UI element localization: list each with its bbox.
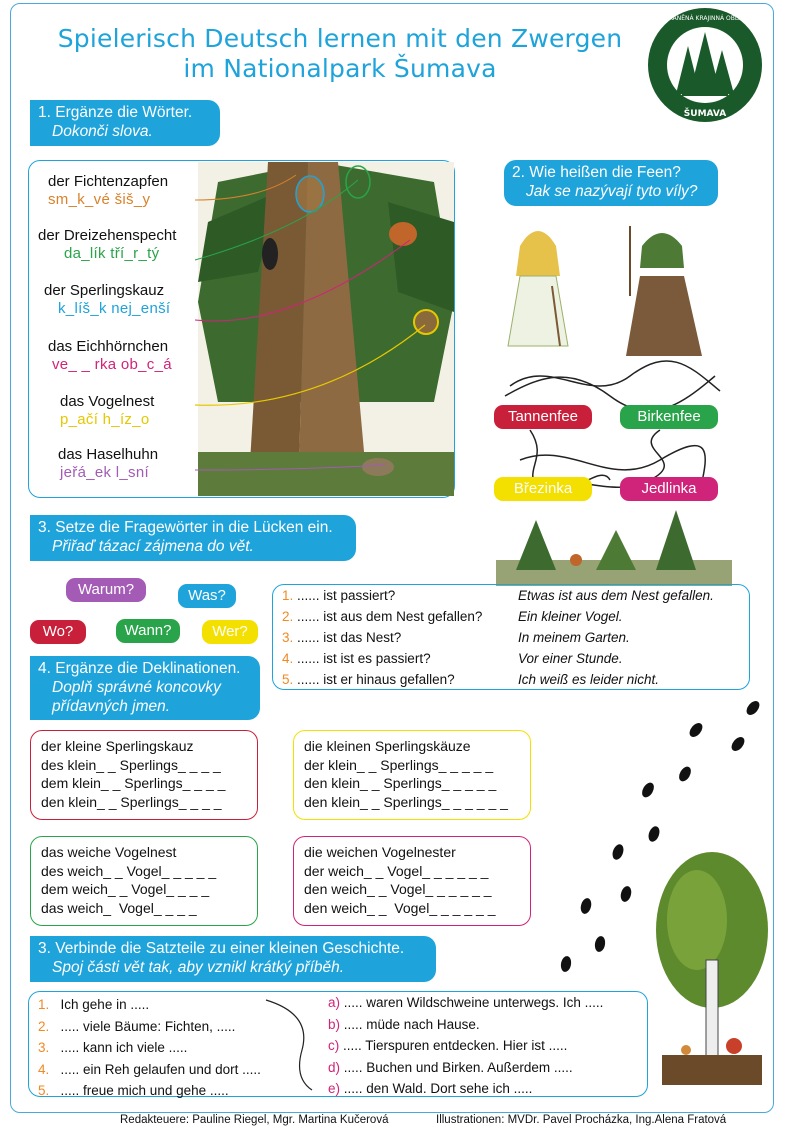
sentence-start[interactable] (38, 1037, 187, 1059)
sentence-end[interactable] (328, 1057, 573, 1079)
svg-text:ŠUMAVA: ŠUMAVA (683, 109, 727, 119)
word-de: das Eichhörnchen (48, 338, 169, 355)
word-item-dreizehenspecht (38, 227, 176, 263)
declension-gap-line[interactable]: des weich_ _ Vogel_ _ _ _ _ (41, 862, 217, 879)
sentence-connector-curve (262, 994, 322, 1094)
title-line-2: im Nationalpark Šumava (183, 54, 497, 83)
word-cz-gap[interactable]: sm_k_vé šiš_y (48, 191, 151, 208)
word-item-sperlingskauz (44, 282, 170, 318)
declension-gap-line[interactable]: der weich_ _ Vogel_ _ _ _ _ _ (304, 862, 489, 879)
declension-gap-line[interactable]: den klein_ _ Sperlings_ _ _ _ _ _ (304, 793, 508, 810)
sentence-start[interactable] (38, 1059, 261, 1081)
forest-floor-illustration (496, 510, 732, 586)
declension-gap-line[interactable]: den weich_ _ Vogel_ _ _ _ _ _ (304, 899, 496, 916)
declension-line: der kleine Sperlingskauz (41, 738, 194, 754)
question-row (282, 669, 742, 690)
task5-heading-cz: Spoj části vět tak, aby vznikl krátký příběh. (52, 959, 345, 976)
question-row (282, 627, 742, 648)
declension-gap-line[interactable]: des klein_ _ Sperlings_ _ _ _ (41, 756, 221, 773)
sentence-end[interactable] (328, 992, 603, 1014)
word-item-fichtenzapfen (48, 173, 168, 209)
sentence-text: Ich gehe in ..... (60, 997, 150, 1012)
word-de: der Fichtenzapfen (48, 173, 169, 190)
word-cz-gap[interactable]: p_ačí h_íz_o (60, 411, 150, 428)
declension-gap-line[interactable]: dem klein_ _ Sperlings_ _ _ _ (41, 775, 226, 791)
task1-heading-de: 1. Ergänze die Wörter. (38, 104, 193, 121)
task3a-heading (30, 515, 356, 561)
word-de: der Sperlingskauz (44, 282, 165, 299)
sentence-letter: c) (328, 1038, 340, 1053)
declension-box-sperlingskauz-plural (293, 730, 531, 820)
question-text[interactable]: ...... ist das Nest? (297, 630, 402, 645)
question-word-wo[interactable]: Wo? (30, 620, 86, 644)
declension-gap-line[interactable]: der klein_ _ Sperlings_ _ _ _ _ (304, 756, 494, 773)
sentence-start[interactable] (38, 994, 149, 1016)
sentence-number: 5. (38, 1083, 50, 1098)
sentence-text: ..... kann ich viele ..... (60, 1040, 188, 1055)
word-cz-gap[interactable]: jeřá_ek l_sní (60, 464, 149, 481)
declension-gap-line[interactable]: dem weich_ _ Vogel_ _ _ _ (41, 881, 210, 897)
task4-heading-de: 4. Ergänze die Deklinationen. (38, 660, 241, 677)
word-item-vogelnest (60, 393, 154, 429)
word-cz-gap[interactable]: da_lík tří_r_tý (64, 245, 160, 262)
answer-text: Vor einer Stunde. (518, 651, 623, 666)
sentence-number: 4. (38, 1061, 50, 1077)
question-number: 2. (282, 609, 294, 624)
question-number: 3. (282, 630, 294, 645)
question-word-warum[interactable]: Warum? (66, 578, 146, 602)
declension-gap-line[interactable]: den weich_ _ Vogel_ _ _ _ _ _ (304, 881, 492, 897)
task2-heading-de: 2. Wie heißen die Feen? (512, 164, 681, 181)
declension-gap-line[interactable]: den klein_ _ Sperlings_ _ _ _ (41, 793, 222, 810)
question-text[interactable]: ...... ist ist es passiert? (297, 651, 431, 666)
word-de: das Haselhuhn (58, 446, 159, 463)
question-word-wann[interactable]: Wann? (116, 619, 180, 643)
declension-box-sperlingskauz-singular (30, 730, 258, 820)
sentence-text: ..... viele Bäume: Fichten, ..... (60, 1018, 236, 1034)
title-line-1: Spielerisch Deutsch lernen mit den Zwergen (57, 24, 623, 53)
fairy-name-jedlinka[interactable]: Jedlinka (620, 477, 718, 501)
word-item-haselhuhn (58, 446, 158, 482)
sentence-start[interactable] (38, 1080, 229, 1102)
sentence-number: 1. (38, 997, 50, 1012)
question-word-wer[interactable]: Wer? (202, 620, 258, 644)
fairy-name-brezinka[interactable]: Březinka (494, 477, 592, 501)
fairy-name-birkenfee[interactable]: Birkenfee (620, 405, 718, 429)
fairies-illustration (490, 216, 730, 406)
question-text[interactable]: ...... ist er hinaus gefallen? (297, 672, 455, 687)
question-row (282, 648, 742, 669)
sentence-letter: a) (328, 995, 341, 1010)
word-de: das Vogelnest (60, 393, 155, 410)
sentence-text: ..... ein Reh gelaufen und dort ..... (60, 1061, 261, 1077)
task1-heading-cz: Dokonči slova. (52, 123, 153, 140)
question-row (282, 606, 742, 627)
question-number: 4. (282, 651, 294, 666)
declension-line: die weichen Vogelnester (304, 844, 456, 860)
sentence-letter: b) (328, 1016, 341, 1032)
question-number: 1. (282, 588, 294, 603)
declension-line: das weiche Vogelnest (41, 844, 177, 860)
question-text[interactable]: ...... ist aus dem Nest gefallen? (297, 609, 483, 624)
sentence-end[interactable] (328, 1014, 480, 1036)
word-cz-gap[interactable]: k_líš_k nej_enší (58, 300, 171, 317)
task3a-heading-de: 3. Setze die Fragewörter in die Lücken ein. (38, 519, 333, 536)
declension-gap-line[interactable]: das weich_ Vogel_ _ _ _ (41, 899, 197, 916)
sentence-text: ..... Buchen und Birken. Außerdem ..... (343, 1059, 573, 1075)
sentence-letter: e) (328, 1081, 341, 1096)
declension-gap-line[interactable]: den klein_ _ Sperlings_ _ _ _ _ (304, 775, 497, 791)
sentence-text: ..... Tierspuren entdecken. Hier ist ..... (343, 1038, 568, 1053)
svg-text:CHRÁNĚNÁ KRAJINNÁ OBLAST: CHRÁNĚNÁ KRAJINNÁ OBLAST (660, 15, 750, 22)
fairy-name-tannenfee[interactable]: Tannenfee (494, 405, 592, 429)
answer-text: Etwas ist aus dem Nest gefallen. (518, 588, 714, 603)
sentence-text: ..... den Wald. Dort sehe ich ..... (343, 1081, 533, 1096)
declension-box-vogelnest-singular (30, 836, 258, 926)
task4-heading (30, 656, 260, 720)
answer-text: Ein kleiner Vogel. (518, 609, 623, 624)
word-cz-gap[interactable]: ve_ _ rka ob_c_á (52, 356, 172, 373)
sentence-end[interactable] (328, 1078, 532, 1100)
footer-editors: Redakteuere: Pauline Riegel, Mgr. Martina Kučerová (120, 1114, 389, 1126)
task4-heading-cz-2: přídavných jmen. (52, 698, 171, 715)
sentence-text: ..... müde nach Hause. (343, 1016, 480, 1032)
task4-heading-cz-1: Doplň správné koncovky (52, 679, 221, 696)
task3a-heading-cz: Přiřaď tázací zájmena do vět. (52, 538, 254, 555)
word-de: der Dreizehenspecht (38, 227, 177, 244)
sentence-end[interactable] (328, 1035, 567, 1057)
answer-text: Ich weiß es leider nicht. (518, 672, 660, 687)
sentence-text: ..... waren Wildschweine unterwegs. Ich ..... (343, 995, 604, 1010)
answer-text: In meinem Garten. (518, 630, 630, 645)
sentence-number: 2. (38, 1018, 50, 1034)
sentence-text: ..... freue mich und gehe ..... (60, 1083, 229, 1098)
task2-heading-cz: Jak se nazývají tyto víly? (526, 183, 698, 200)
birch-tree-illustration (652, 850, 770, 1090)
footer-illustrations: Illustrationen: MVDr. Pavel Procházka, Ing.Alena Fratová (436, 1114, 727, 1126)
question-number: 5. (282, 672, 294, 687)
question-text[interactable]: ...... ist passiert? (297, 588, 396, 603)
task5-heading-de: 3. Verbinde die Satzteile zu einer kleinen Geschichte. (38, 940, 405, 957)
declension-box-vogelnest-plural (293, 836, 531, 926)
word-item-eichhoernchen (48, 338, 172, 374)
declension-line: die kleinen Sperlingskäuze (304, 738, 471, 754)
sentence-letter: d) (328, 1059, 341, 1075)
sentence-start[interactable] (38, 1016, 235, 1038)
task5-heading (30, 936, 436, 982)
task2-heading (504, 160, 718, 206)
question-word-was[interactable]: Was? (178, 584, 236, 608)
sentence-number: 3. (38, 1040, 50, 1055)
